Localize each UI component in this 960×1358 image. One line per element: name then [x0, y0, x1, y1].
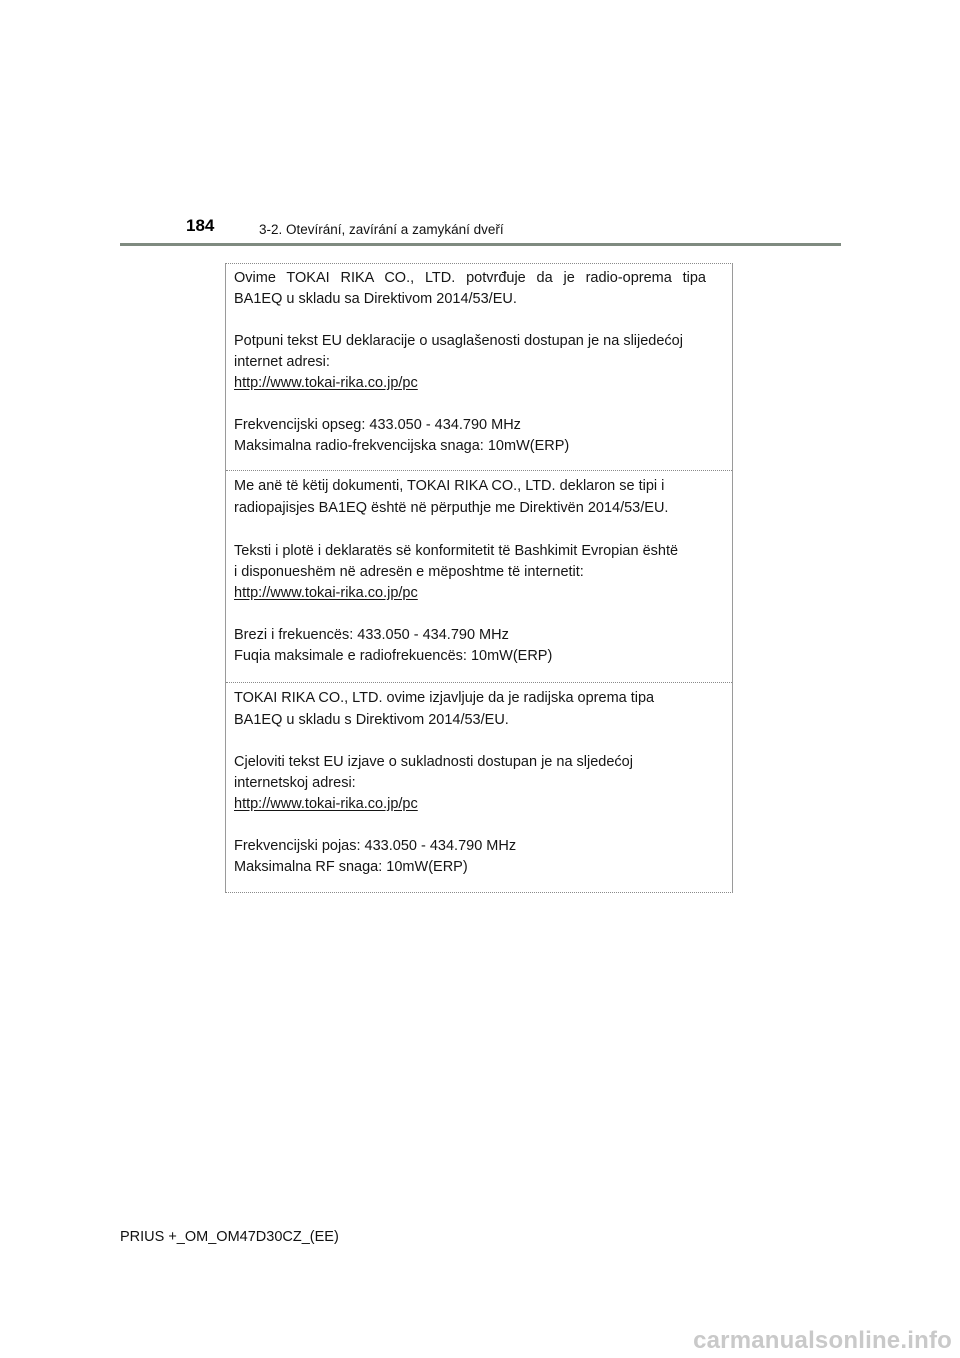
max-power-text: Fuqia maksimale e radiofrekuencës: 10mW(ERP)	[234, 648, 553, 664]
full-text-line: Cjeloviti tekst EU izjave o sukladnosti dostupan je na sljedećoj	[234, 754, 633, 770]
declaration-text-line: BA1EQ u skladu s Direktivom 2014/53/EU.	[234, 712, 509, 728]
full-text-line: internetskoj adresi:	[234, 775, 356, 791]
declaration-url-link[interactable]: http://www.tokai-rika.co.jp/pc	[234, 375, 418, 391]
declaration-url-link[interactable]: http://www.tokai-rika.co.jp/pc	[234, 585, 418, 601]
declaration-panel-montenegrin	[226, 264, 732, 470]
header-divider	[120, 243, 841, 246]
full-text-line: i disponueshëm në adresën e mëposhtme të internetit:	[234, 564, 584, 580]
declaration-text-line: Me anë të këtij dokumenti, TOKAI RIKA CO., LTD. deklaron se tipi i	[234, 478, 665, 494]
full-text-line: Teksti i plotë i deklaratës së konformitetit të Bashkimit Evropian është	[234, 543, 679, 559]
page-header	[0, 0, 960, 250]
frequency-range-text: Frekvencijski pojas: 433.050 - 434.790 MHz	[234, 838, 517, 854]
section-title: 3-2. Otevírání, zavírání a zamykání dveří	[259, 222, 504, 237]
declaration-panel-croatian	[226, 682, 732, 892]
declaration-panel-albanian	[226, 470, 732, 682]
declaration-text-line: BA1EQ u skladu sa Direktivom 2014/53/EU.	[234, 291, 517, 307]
declaration-box	[225, 263, 733, 893]
watermark: carmanualsonline.info	[693, 1327, 952, 1354]
full-text-line: internet adresi:	[234, 354, 330, 370]
frequency-range-text: Brezi i frekuencës: 433.050 - 434.790 MHz	[234, 627, 509, 643]
frequency-range-text: Frekvencijski opseg: 433.050 - 434.790 MHz	[234, 417, 521, 433]
full-text-line: Potpuni tekst EU deklaracije o usaglašenosti dostupan je na slijedećoj	[234, 333, 683, 349]
max-power-text: Maksimalna RF snaga: 10mW(ERP)	[234, 859, 468, 875]
page-number: 184	[186, 216, 215, 235]
document-id: PRIUS +_OM_OM47D30CZ_(EE)	[120, 1229, 339, 1245]
max-power-text: Maksimalna radio-frekvencijska snaga: 10mW(ERP)	[234, 438, 570, 454]
declaration-text-line: Ovime TOKAI RIKA CO., LTD. potvrđuje da je radio-oprema tipa	[234, 270, 706, 286]
declaration-url-link[interactable]: http://www.tokai-rika.co.jp/pc	[234, 796, 418, 812]
declaration-text-line: TOKAI RIKA CO., LTD. ovime izjavljuje da je radijska oprema tipa	[234, 690, 655, 706]
declaration-text-line: radiopajisjes BA1EQ është në përputhje me Direktivën 2014/53/EU.	[234, 500, 669, 516]
